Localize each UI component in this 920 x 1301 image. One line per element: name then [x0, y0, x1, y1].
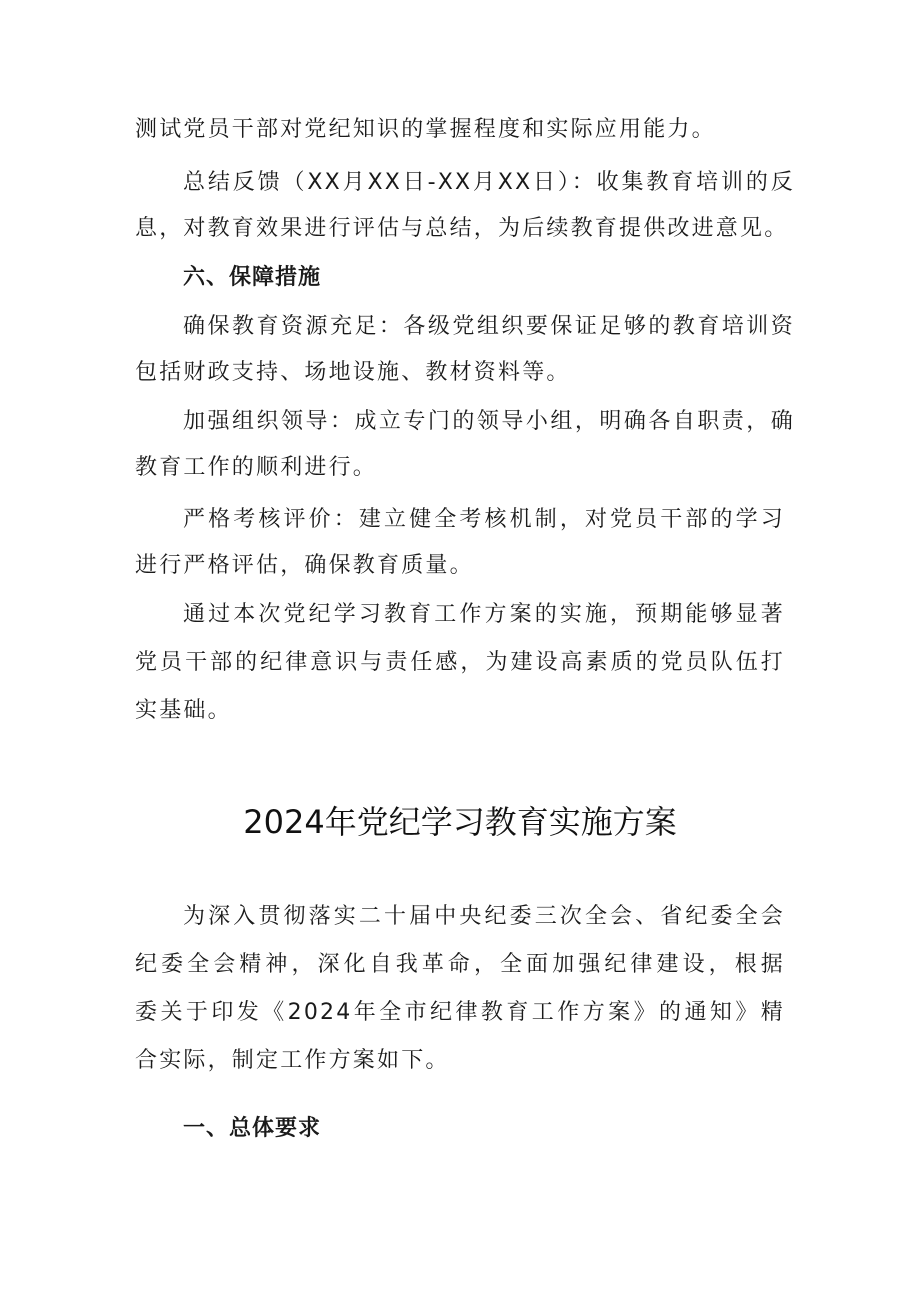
- paragraph-test-end: 测试党员干部对党纪知识的掌握程度和实际应用能力。: [135, 117, 716, 142]
- paragraph-conclusion-line1: 通过本次党纪学习教育工作方案的实施，预期能够显著: [183, 602, 785, 627]
- intro-line3: 委关于印发《2024年全市纪律教育工作方案》的通知》精: [135, 1000, 785, 1025]
- paragraph-conclusion-line2: 党员干部的纪律意识与责任感，为建设高素质的党员队伍打: [135, 650, 785, 675]
- paragraph-assessment-line2: 进行严格评估，确保教育质量。: [135, 553, 474, 578]
- section-heading-safeguards: 六、保障措施: [183, 265, 322, 290]
- paragraph-resources-line2: 包括财政支持、场地设施、教材资料等。: [135, 360, 571, 385]
- section-heading-general-requirements: 一、总体要求: [183, 1116, 322, 1141]
- document-title: 2024年党纪学习教育实施方案: [243, 803, 677, 841]
- intro-line2: 纪委全会精神，深化自我革命，全面加强纪律建设，根据: [135, 952, 785, 977]
- paragraph-summary-line2: 息，对教育效果进行评估与总结，为后续教育提供改进意见。: [135, 216, 789, 241]
- intro-line1: 为深入贯彻落实二十届中央纪委三次全会、省纪委全会: [183, 904, 785, 929]
- paragraph-conclusion-line3: 实基础。: [135, 698, 232, 723]
- paragraph-leadership-line2: 教育工作的顺利进行。: [135, 455, 378, 480]
- paragraph-leadership-line1: 加强组织领导：成立专门的领导小组，明确各自职责，确: [183, 409, 795, 434]
- paragraph-resources-line1: 确保教育资源充足：各级党组织要保证足够的教育培训资: [183, 314, 795, 339]
- paragraph-assessment-line1: 严格考核评价：建立健全考核机制，对党员干部的学习: [183, 507, 785, 532]
- intro-line4: 合实际，制定工作方案如下。: [135, 1048, 450, 1073]
- paragraph-summary-line1: 总结反馈（XX月XX日-XX月XX日）：收集教育培训的反: [183, 170, 795, 195]
